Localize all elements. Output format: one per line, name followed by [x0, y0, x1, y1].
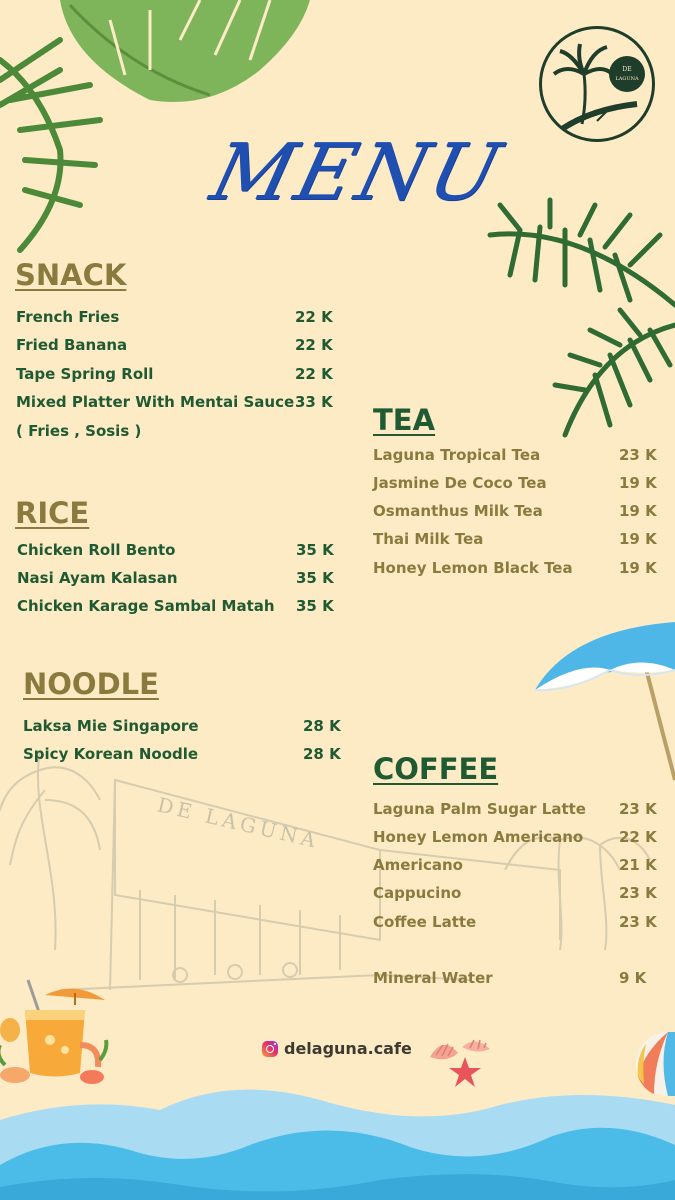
menu-item-price: 28 K: [303, 717, 341, 735]
menu-item-price: 9 K: [619, 969, 647, 987]
tea-heading: TEA: [373, 403, 436, 437]
menu-item-name: Spicy Korean Noodle: [23, 745, 199, 763]
menu-item-name: Honey Lemon Black Tea: [373, 559, 573, 577]
building-sign: DE LAGUNA: [155, 792, 322, 854]
noodle-heading: NOODLE: [23, 667, 159, 701]
menu-item-name: Laguna Tropical Tea: [373, 446, 541, 464]
menu-item-price: 33 K: [295, 393, 333, 411]
page-title: MENU: [202, 128, 513, 218]
menu-item-name: French Fries: [16, 308, 120, 326]
menu-item-name: Cappucino: [373, 884, 462, 902]
menu-item-price: 28 K: [303, 745, 341, 763]
beach-umbrella-icon: [530, 620, 675, 790]
menu-item-name: Laksa Mie Singapore: [23, 717, 199, 735]
palm-leaf-icon: [480, 205, 675, 445]
menu-item-price: 19 K: [619, 559, 657, 577]
menu-item-name: Thai Milk Tea: [373, 530, 484, 548]
menu-item-price: 35 K: [296, 597, 334, 615]
menu-item-price: 22 K: [295, 308, 333, 326]
juice-glass-icon: [0, 975, 110, 1085]
menu-item-price: 22 K: [619, 828, 657, 846]
menu-item-price: 19 K: [619, 502, 657, 520]
menu-item-name: Honey Lemon Americano: [373, 828, 584, 846]
logo-palm-icon: [542, 29, 652, 139]
menu-item-price: 21 K: [619, 856, 657, 874]
menu-item-price: 23 K: [619, 913, 657, 931]
waves: [0, 1075, 675, 1200]
menu-item-name: Mixed Platter With Mentai Sauce: [16, 393, 295, 411]
menu-item-name: Laguna Palm Sugar Latte: [373, 800, 586, 818]
menu-item-price: 23 K: [619, 446, 657, 464]
svg-text:LAGUNA: LAGUNA: [615, 76, 639, 82]
instagram-icon: [262, 1041, 278, 1057]
menu-item-name: Coffee Latte: [373, 913, 477, 931]
menu-item-price: 35 K: [296, 541, 334, 559]
snack-heading: SNACK: [15, 258, 127, 292]
menu-item-price: 23 K: [619, 884, 657, 902]
menu-item-name: Chicken Karage Sambal Matah: [17, 597, 275, 615]
coffee-heading: COFFEE: [373, 752, 499, 786]
instagram-handle[interactable]: [262, 1039, 412, 1058]
menu-item-name: Chicken Roll Bento: [17, 541, 176, 559]
menu-item-name: Tape Spring Roll: [16, 365, 154, 383]
menu-item-note: ( Fries , Sosis ): [16, 422, 142, 440]
menu-item-price: 22 K: [295, 365, 333, 383]
menu-item-price: 23 K: [619, 800, 657, 818]
instagram-text: delaguna.cafe: [284, 1039, 412, 1058]
logo: [539, 26, 655, 142]
menu-item-price: 19 K: [619, 474, 657, 492]
menu-item-name: Nasi Ayam Kalasan: [17, 569, 178, 587]
menu-item-price: 35 K: [296, 569, 334, 587]
svg-text:DE: DE: [622, 66, 632, 73]
menu-item-price: 19 K: [619, 530, 657, 548]
menu-item-price: 22 K: [295, 336, 333, 354]
menu-item-name: Jasmine De Coco Tea: [373, 474, 547, 492]
menu-item-name: Osmanthus Milk Tea: [373, 502, 543, 520]
menu-item-name: Americano: [373, 856, 463, 874]
menu-item-name: Mineral Water: [373, 969, 493, 987]
rice-heading: RICE: [15, 496, 90, 530]
menu-item-name: Fried Banana: [16, 336, 128, 354]
